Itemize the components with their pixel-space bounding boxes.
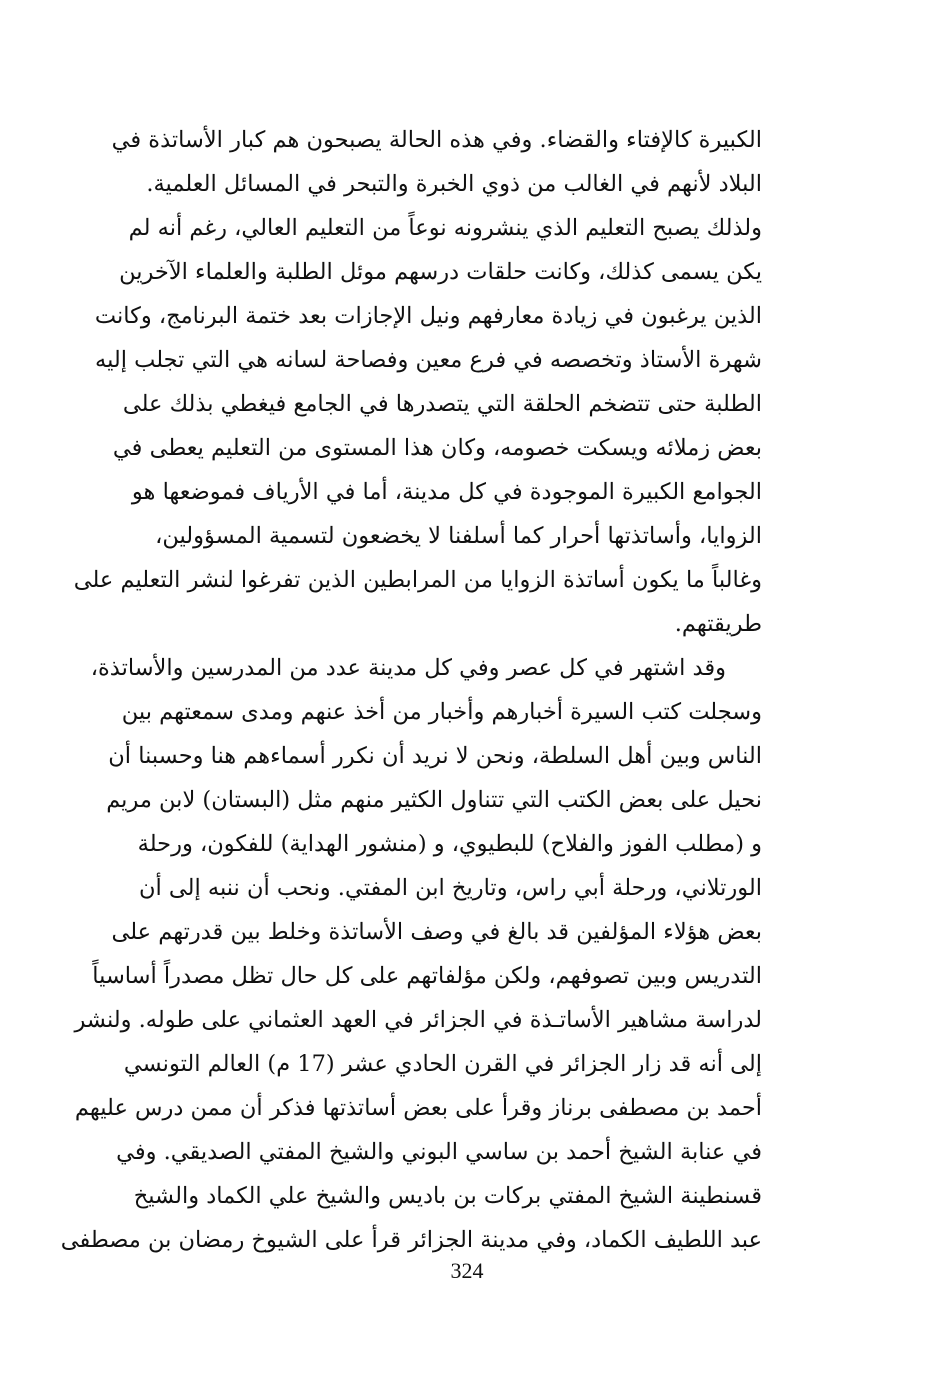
text-line: الكبيرة كالإفتاء والقضاء. وفي هذه الحالة يصبحون هم كبار الأساتذة في: [111, 127, 762, 153]
text-line: ولذلك يصبح التعليم الذي ينشرونه نوعاً من التعليم العالي، رغم أنه لم: [128, 215, 762, 241]
text-line: طريقتهم.: [674, 611, 762, 637]
text-line: وسجلت كتب السيرة أخبارهم وأخبار من أخذ عنهم ومدى سمعتهم بين: [121, 699, 762, 725]
text-line: الورتلاني، ورحلة أبي راس، وتاريخ ابن المفتي. ونحب أن ننبه إلى أن: [138, 875, 762, 901]
text-line: وغالباً ما يكون أساتذة الزوايا من المرابطين الذين تفرغوا لنشر التعليم على: [73, 567, 762, 593]
page-number: 324: [450, 1258, 484, 1283]
paragraph-2: [60, 646, 762, 1262]
text-line: الزوايا، وأساتذتها أحرار كما أسلفنا لا يخضعون لتسمية المسؤولين،: [155, 523, 762, 549]
text-line: و (مطلب الفوز والفلاح) للبطيوي، و (منشور الهداية) للفكون، ورحلة: [137, 831, 762, 857]
text-line: عبد اللطيف الكماد، وفي مدينة الجزائر قرأ على الشيوخ رمضان بن مصطفى: [60, 1227, 762, 1253]
text-line: بعض هؤلاء المؤلفين قد بالغ في وصف الأساتذة وخلط بين قدرتهم على: [111, 919, 762, 945]
text-line: الطلبة حتى تتضخم الحلقة التي يتصدرها في الجامع فيغطي بذلك على: [122, 391, 762, 417]
text-line: أحمد بن مصطفى برناز وقرأ على بعض أساتذتها فذكر أن ممن درس عليهم: [74, 1095, 762, 1121]
text-line: وقد اشتهر في كل عصر وفي كل مدينة عدد من المدرسين والأساتذة،: [90, 655, 726, 681]
text-line: الذين يرغبون في زيادة معارفهم ونيل الإجازات بعد ختمة البرنامج، وكانت: [94, 303, 762, 329]
text-line: التدريس وبين تصوفهم، ولكن مؤلفاتهم على كل حال تظل مصدراً أساسياً: [92, 963, 762, 989]
text-line: لدراسة مشاهير الأساتـذة في الجزائر في العهد العثماني على طوله. ولنشر: [74, 1007, 762, 1033]
text-line: إلى أنه قد زار الجزائر في القرن الحادي عشر (17 م) العالم التونسي: [123, 1051, 762, 1077]
text-line: قسنطينة الشيخ المفتي بركات بن باديس والشيخ علي الكماد والشيخ: [133, 1183, 762, 1209]
text-line: الجوامع الكبيرة الموجودة في كل مدينة، أما في الأرياف فموضعها هو: [131, 479, 762, 505]
text-line: البلاد لأنهم في الغالب من ذوي الخبرة والتبحر في المسائل العلمية.: [146, 171, 762, 197]
text-line: الناس وبين أهل السلطة، ونحن لا نريد أن نكرر أسماءهم هنا وحسبنا أن: [108, 743, 762, 769]
text-line: نحيل على بعض الكتب التي تتناول الكثير منهم مثل (البستان) لابن مريم: [106, 787, 762, 813]
text-line: شهرة الأستاذ وتخصصه في فرع معين وفصاحة لسانه هي التي تجلب إليه: [95, 347, 762, 373]
text-line: في عنابة الشيخ أحمد بن ساسي البوني والشيخ المفتي الصديقي. وفي: [116, 1139, 762, 1165]
text-line: يكن يسمى كذلك، وكانت حلقات درسهم موئل الطلبة والعلماء الآخرين: [119, 259, 762, 285]
paragraph-1: [73, 118, 762, 646]
text-line: بعض زملائه ويسكت خصومه، وكان هذا المستوى من التعليم يعطى في: [112, 435, 762, 461]
